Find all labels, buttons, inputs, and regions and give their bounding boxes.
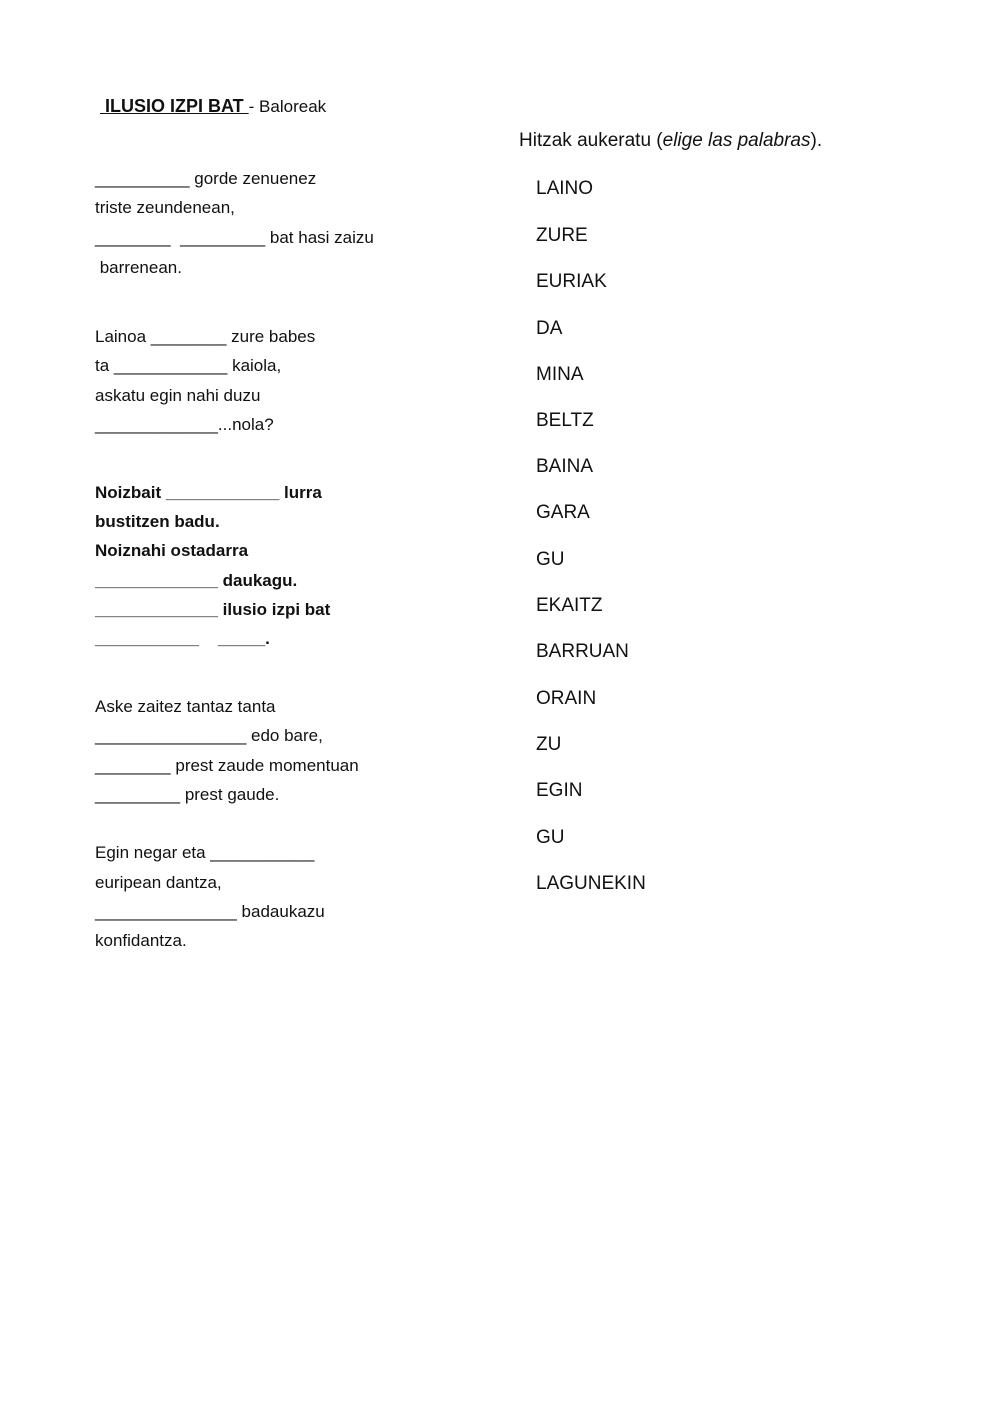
lyric-line: Aske zaitez tantaz tanta (95, 697, 276, 716)
instruction-text: Hitzak aukeratu ( (519, 130, 663, 151)
instruction-translation: elige las palabras (662, 130, 811, 151)
chorus-line: Noizbait ____________ lurra (95, 483, 322, 502)
lyric-line: ________________ edo bare, (95, 726, 323, 745)
word-option: LAINO (536, 178, 594, 199)
lyric-line: konfidantza. (95, 931, 187, 950)
lyric-line: euripean dantza, (95, 873, 222, 892)
word-option: ORAIN (536, 688, 597, 709)
word-option: EKAITZ (536, 595, 603, 616)
lyric-line: triste zeundenean, (95, 198, 235, 217)
lyric-line: __________ gorde zenuenez (95, 169, 317, 188)
lyric-line: _________ prest gaude. (95, 785, 280, 804)
word-option: BELTZ (536, 410, 594, 431)
word-option: GU (536, 549, 565, 570)
instruction (519, 130, 822, 152)
lyric-line: Lainoa ________ zure babes (95, 327, 316, 346)
word-option: LAGUNEKIN (536, 873, 646, 894)
word-option: GARA (536, 502, 590, 523)
lyric-line: askatu egin nahi duzu (95, 386, 261, 405)
chorus-line: _____________ daukagu. (95, 571, 298, 590)
lyric-line: _____________...nola? (95, 415, 274, 434)
lyric-line: Egin negar eta ___________ (95, 843, 315, 862)
lyric-line: ________ prest zaude momentuan (95, 756, 359, 775)
word-option: ZU (536, 734, 562, 755)
chorus-line: bustitzen badu. (95, 512, 220, 531)
instruction-close: ). (810, 130, 823, 151)
lyric-line: ta ____________ kaiola, (95, 356, 282, 375)
song-title: ILUSIO IZPI BAT (100, 96, 249, 116)
word-option: MINA (536, 364, 584, 385)
chorus-line: _____________ ilusio izpi bat (95, 600, 331, 619)
lyric-line: barrenean. (95, 258, 182, 277)
chorus-line: ___________ _____. (95, 629, 270, 648)
band-name: - Baloreak (248, 97, 327, 116)
word-option: ZURE (536, 225, 588, 246)
word-option: GU (536, 827, 565, 848)
lyric-line: ________ _________ bat hasi zaizu (95, 228, 374, 247)
lyric-line: _______________ badaukazu (95, 902, 325, 921)
worksheet-title (100, 96, 326, 117)
word-option: BAINA (536, 456, 594, 477)
word-option: EURIAK (536, 271, 607, 292)
word-option: EGIN (536, 780, 583, 801)
chorus-line: Noiznahi ostadarra (95, 541, 249, 560)
word-option: DA (536, 318, 563, 339)
word-option: BARRUAN (536, 641, 629, 662)
